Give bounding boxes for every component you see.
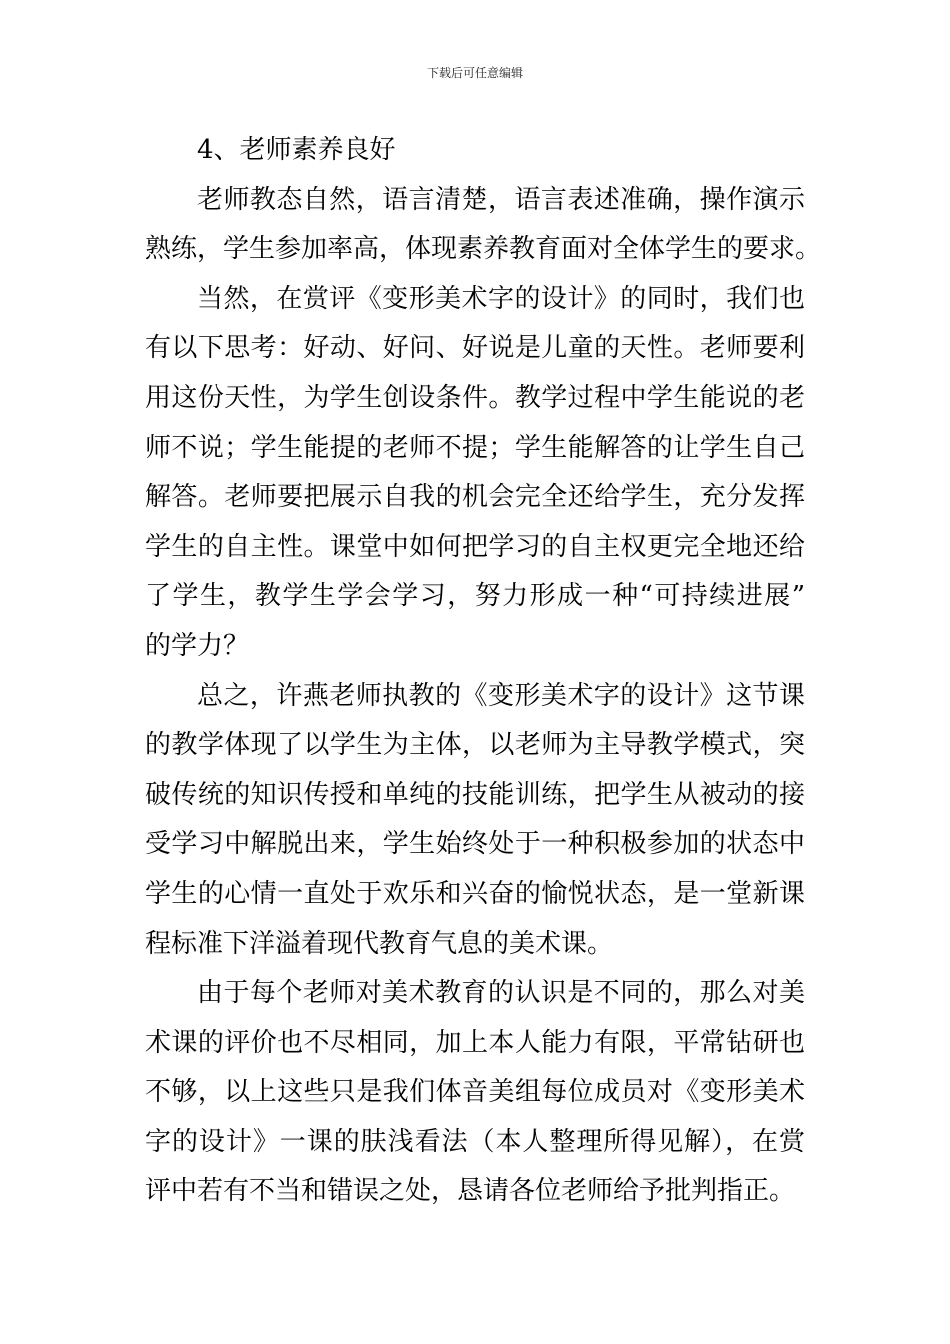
paragraph-line: 老师教态自然，语言清楚，语言表述准确，操作演示 [197, 184, 805, 215]
paragraph-line: 评中若有不当和错误之处，恳请各位老师给予批判指正。 [145, 1176, 796, 1207]
paragraph-line: 用这份天性，为学生创设条件。教学过程中学生能说的老 [145, 382, 805, 413]
paragraph-line: 了学生，教学生学会学习，努力形成一种“可持续进展” [145, 581, 805, 612]
paragraph-line: 学生的心情一直处于欢乐和兴奋的愉悦状态，是一堂新课 [145, 878, 805, 909]
paragraph-line: 字的设计》一课的肤浅看法（本人整理所得见解），在赏 [145, 1126, 805, 1157]
paragraph-line: 不够，以上这些只是我们体音美组每位成员对《变形美术 [145, 1077, 805, 1108]
paragraph-line: 破传统的知识传授和单纯的技能训练，把学生从被动的接 [145, 779, 805, 810]
paragraph-line: 由于每个老师对美术教育的认识是不同的，那么对美 [197, 978, 805, 1009]
paragraph-line: 术课的评价也不尽相同，加上本人能力有限，平常钻研也 [145, 1027, 805, 1058]
paragraph-line: 解答。老师要把展示自我的机会完全还给学生，充分发挥 [145, 482, 805, 513]
page-header: 下载后可任意编辑 [426, 66, 523, 80]
document-body [145, 126, 822, 1217]
paragraph-line: 程标准下洋溢着现代教育气息的美术课。 [145, 928, 614, 959]
paragraph-line: 有以下思考：好动、好问、好说是儿童的天性。老师要利 [145, 333, 805, 364]
paragraph-line: 学生的自主性。课堂中如何把学习的自主权更完全地还给 [145, 531, 805, 562]
paragraph-line: 师不说；学生能提的老师不提；学生能解答的让学生自己 [145, 432, 805, 463]
paragraph-line: 的教学体现了以学生为主体，以老师为主导教学模式，突 [145, 730, 805, 761]
paragraph-line: 熟练，学生参加率高，体现素养教育面对全体学生的要求。 [145, 234, 822, 265]
section-heading: 4、老师素养良好 [197, 135, 396, 165]
paragraph-line: 总之，许燕老师执教的《变形美术字的设计》这节课 [197, 680, 805, 711]
paragraph-line: 受学习中解脱出来，学生始终处于一种积极参加的状态中 [145, 829, 805, 860]
paragraph-line: 的学力？ [145, 630, 250, 661]
paragraph-line: 当然，在赏评《变形美术字的设计》的同时，我们也 [197, 283, 805, 314]
